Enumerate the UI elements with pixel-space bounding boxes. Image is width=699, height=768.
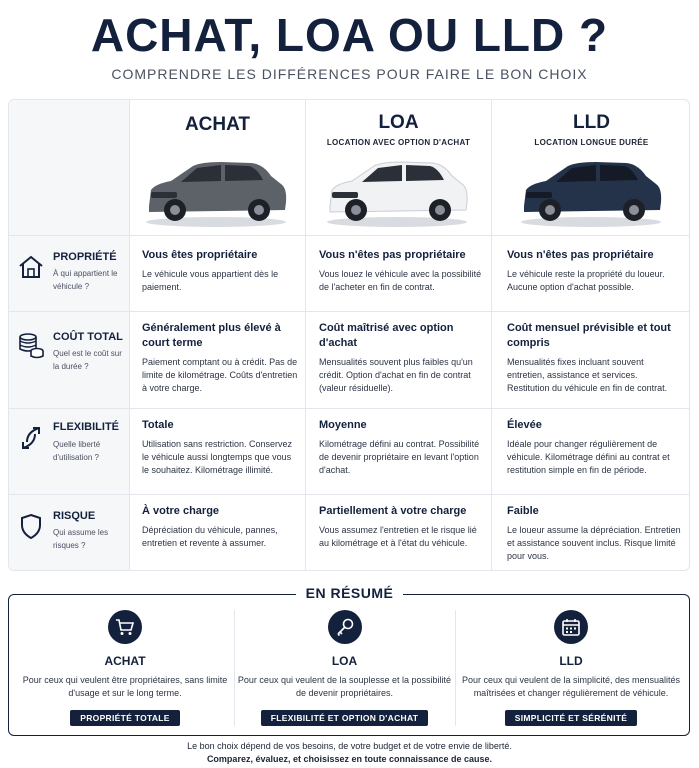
summary-icon-circle <box>108 610 142 644</box>
cell-propriete-achat <box>142 248 300 294</box>
cell-risque-achat <box>142 504 300 550</box>
row-label-flexibilite <box>9 408 129 494</box>
divider <box>491 100 492 570</box>
row-label-propriete <box>9 235 129 311</box>
cell-heading: Coût mensuel prévisible et tout compris <box>507 322 671 349</box>
row-question: Quelle liberté d'utilisation ? <box>53 440 101 462</box>
car-image-achat <box>141 154 291 228</box>
cell-text: Dépréciation du véhicule, pannes, entretien et revente à assumer. <box>142 525 278 548</box>
footer-line: Le bon choix dépend de vos besoins, de votre budget et de votre envie de liberté. <box>187 741 512 751</box>
cell-text: Kilométrage défini au contrat. Possibilité de devenir propriétaire en levant l'option d'achat. <box>319 439 480 475</box>
row-title: PROPRIÉTÉ <box>53 251 117 263</box>
car-image-lld <box>516 154 666 228</box>
summary-item-lld <box>456 604 686 726</box>
cell-risque-loa <box>319 504 484 550</box>
page-subtitle: COMPRENDRE LES DIFFÉRENCES POUR FAIRE LE BON CHOIX <box>111 66 588 82</box>
summary-name: LOA <box>331 654 358 668</box>
cell-flexibilite-loa <box>319 418 484 477</box>
row-title: COÛT TOTAL <box>53 331 123 343</box>
cell-heading: Vous êtes propriétaire <box>142 249 258 261</box>
cart-icon <box>115 617 135 637</box>
column-name: LOA <box>378 112 419 133</box>
arrows-icon <box>17 424 45 452</box>
cell-heading: Partiellement à votre charge <box>319 505 467 517</box>
summary-title-text: EN RÉSUMÉ <box>296 585 404 601</box>
cell-flexibilite-lld <box>507 418 682 477</box>
summary-description: Pour ceux qui veulent de la souplesse et la possibilité de devenir propriétaires. <box>237 675 452 698</box>
key-icon <box>335 617 355 637</box>
summary-badge: SIMPLICITÉ ET SÉRÉNITÉ <box>505 710 637 726</box>
column-subtitle: LOCATION LONGUE DURÉE <box>534 138 649 147</box>
row-label-cout-total <box>9 311 129 408</box>
divider <box>305 100 306 570</box>
cell-text: Utilisation sans restriction. Conservez le véhicule aussi longtemps que vous le souhaitez. Kilométrage illimité. <box>142 439 293 475</box>
cell-propriete-loa <box>319 248 484 294</box>
shield-icon <box>17 512 45 540</box>
footer-tagline: Comparez, évaluez, et choisissez en toute connaissance de cause. <box>206 754 493 764</box>
cell-heading: Vous n'êtes pas propriétaire <box>319 249 466 261</box>
cell-heading: Moyenne <box>319 419 367 431</box>
cell-risque-lld <box>507 504 682 563</box>
summary-name: ACHAT <box>104 654 146 668</box>
column-header-lld <box>492 112 690 147</box>
cell-text: Idéale pour changer régulièrement de véhicule. Kilométrage défini au contrat et restitution simple en fin de période. <box>507 439 670 475</box>
summary-badge: FLEXIBILITÉ ET OPTION D'ACHAT <box>261 710 429 726</box>
column-name: LLD <box>573 112 610 133</box>
cell-text: Paiement comptant ou à crédit. Pas de limite de kilométrage. Coûts d'entretien à votre charge. <box>142 357 298 393</box>
cell-text: Le véhicule vous appartient dès le paiement. <box>142 269 279 292</box>
summary-badge: PROPRIÉTÉ TOTALE <box>70 710 180 726</box>
summary-description: Pour ceux qui veulent être propriétaires, sans limite d'usage et sur le long terme. <box>22 675 228 698</box>
row-question: Quel est le coût sur la durée ? <box>53 349 122 371</box>
car-image-loa <box>322 154 472 228</box>
cell-cout-achat <box>142 321 300 395</box>
cell-text: Vous assumez l'entretien et le risque lié au kilométrage et à l'état du véhicule. <box>319 525 477 548</box>
cell-cout-loa <box>319 321 484 395</box>
summary-description: Pour ceux qui veulent de la simplicité, des mensualités maîtrisées et changer régulièrement de véhicule. <box>461 675 681 698</box>
cell-cout-lld <box>507 321 682 395</box>
cell-heading: Généralement plus élevé à court terme <box>142 322 281 349</box>
summary-title <box>0 585 699 603</box>
cell-flexibilite-achat <box>142 418 300 477</box>
comparison-table <box>8 99 690 571</box>
row-question: À qui appartient le véhicule ? <box>53 269 118 291</box>
cell-heading: À votre charge <box>142 505 220 517</box>
cell-heading: Coût maîtrisé avec option d'achat <box>319 322 454 349</box>
cell-text: Vous louez le véhicule avec la possibilité de l'acheter en fin de contrat. <box>319 269 482 292</box>
footer <box>0 740 699 766</box>
cell-propriete-lld <box>507 248 682 294</box>
summary-item-achat <box>12 604 238 726</box>
row-title: RISQUE <box>53 510 96 522</box>
row-question: Qui assume les risques ? <box>53 528 109 550</box>
calendar-icon <box>561 617 581 637</box>
summary-icon-circle <box>328 610 362 644</box>
house-icon <box>17 253 45 281</box>
summary-name: LLD <box>559 654 583 668</box>
column-header-achat <box>130 114 305 136</box>
cell-text: Mensualités souvent plus faibles qu'un crédit. Option d'achat en fin de contrat (valeur résiduelle). <box>319 357 473 393</box>
row-title: FLEXIBILITÉ <box>53 421 119 433</box>
column-name: ACHAT <box>184 114 251 135</box>
cell-heading: Vous n'êtes pas propriétaire <box>507 249 654 261</box>
column-subtitle: LOCATION AVEC OPTION D'ACHAT <box>326 138 471 147</box>
divider <box>129 100 130 570</box>
cell-text: Mensualités fixes incluant souvent entretien, assistance et services. Restitution du véhicule en fin de contrat. <box>507 357 668 393</box>
cell-heading: Totale <box>142 419 174 431</box>
column-header-loa <box>306 112 491 147</box>
summary-icon-circle <box>554 610 588 644</box>
summary-item-loa <box>234 604 455 726</box>
cell-heading: Faible <box>507 505 539 517</box>
cell-text: Le véhicule reste la propriété du loueur. Aucune option d'achat possible. <box>507 269 665 292</box>
page-title: ACHAT, LOA OU LLD ? <box>90 9 609 61</box>
coins-icon <box>17 331 45 359</box>
cell-heading: Élevée <box>507 419 542 431</box>
cell-text: Le loueur assume la dépréciation. Entretien et assistance souvent inclus. Risque limité pour vous. <box>507 525 681 561</box>
row-label-risque <box>9 494 129 571</box>
